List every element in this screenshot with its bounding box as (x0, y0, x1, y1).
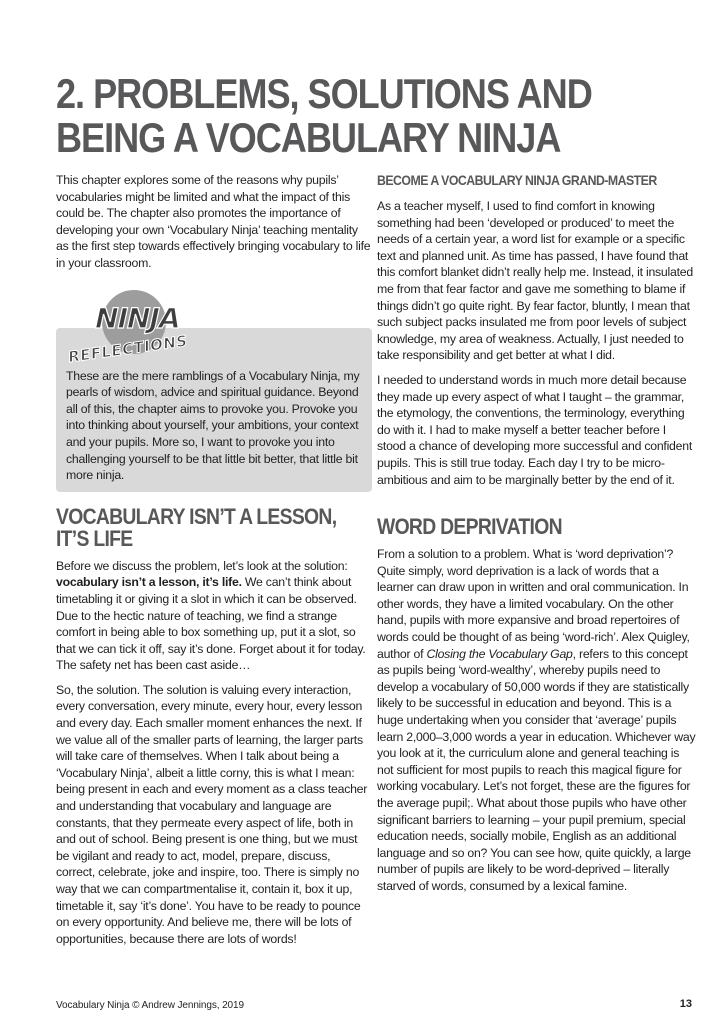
page-number: 13 (679, 998, 692, 1010)
copyright-footer: Vocabulary Ninja © Andrew Jennings, 2019 (56, 1000, 244, 1011)
left-column (56, 172, 372, 955)
paragraph: From a solution to a problem. What is ‘word deprivation’? Quite simply, word deprivation is a lack of words that a learner can draw upon in written and oral communication. In other words, they have a limited vocabulary. On the other hand, pupils with more expansive and broad repertoires of words could be thought of as being ‘word-rich’. Alex Quigley, author of Closing the Vocabulary Gap, refers to this concept as pupils being ‘word-wealthy’, whereby pupils need to develop a vocabulary of 50,000 words if they are statistically likely to be successful in education and beyond. This is a huge undertaking when you consider that ‘average’ pupils learn 2,000–3,000 words a year in education. Whichever way you look at it, the curriculum alone and general teaching is not sufficient for most pupils to reach this magical figure for working vocabulary. Let’s not forget, these are the figures for the average pupil;. What about those pupils who have other significant barriers to learning – your pupil premium, special education needs, socially mobile, English as an additional language and so on? You can see how, quite quickly, a large number of pupils are likely to be word-deprived – literally starved of words, consumed by a lexical famine. (377, 547, 696, 893)
paragraph: I needed to understand words in much more detail because they made up every aspect of what I taught – the grammar, the etymology, the conventions, the terminology, everything do with it. I had to make myself a better teacher before I stood a chance of developing more successful and confident pupils. This is still true today. Each day I try to be micro-ambitious and aim to be marginally better by the end of it. (377, 372, 692, 487)
reflections-text: These are the mere ramblings of a Vocabulary Ninja, my pearls of wisdom, advice and spiritual guidance. Beyond all of this, the chapter aims to provoke you. Provoke you into thinking about yourself, your ambitions, your context and your pupils. More so, I want to provoke you into challenging yourself to be that little bit better, that little bit more ninja. (66, 368, 360, 483)
intro-paragraph: This chapter explores some of the reasons why pupils’ vocabularies might be limited and what the impact of this could be. The chapter also promotes the importance of developing your own ‘Vocabulary Ninja’ teaching mentality as the first step towards effectively bringing vocabulary to life in your classroom. (56, 173, 371, 270)
right-column (377, 172, 697, 903)
section-heading-word-deprivation: WORD DEPRIVATION (377, 514, 562, 540)
paragraph: As a teacher myself, I used to find comfort in knowing something had been ‘developed or produced’ to meet the needs of a certain year, a word list for example or a specific text and planned unit. As time has passed, I have found that this comfort blanket didn’t really help me. Instead, it insulated me from that fear factor and gave me something to blame if things didn’t go quite right. By fear factor, bluntly, I mean that such subject packs insulated me from poor levels of subject knowledge, my area of weakness. Actually, I just needed to take responsibility and get better at what I did. (377, 199, 693, 363)
chapter-title (56, 70, 592, 162)
svg-text:NINJA: NINJA (91, 301, 183, 335)
section-heading: VOCABULARY ISN’T A LESSON, IT’S LIFE (56, 503, 337, 551)
ninja-reflections-box (56, 301, 372, 492)
section-vocabulary-isnt-a-lesson (56, 503, 372, 948)
chapter-title-line-2: BEING A VOCABULARY NINJA (56, 114, 561, 162)
chapter-title-line-1: 2. PROBLEMS, SOLUTIONS AND (56, 70, 592, 118)
paragraph: So, the solution. The solution is valuing every interaction, every conversation, every minute, every hour, every lesson and every day. Each smaller moment enhances the next. If we value all of the smaller parts of learning, the larger parts will take care of themselves. When I talk about being a ‘Vocabulary Ninja’, albeit a little corny, this is what I mean: being present in each and every moment as a class teacher and understanding that vocabulary and language are constants, that they permeate every aspect of life, both in and out of school. Being present is one thing, but we must be vigilant and ready to act, model, prepare, discuss, correct, celebrate, joke and inspire, too. There is simply no way that we can compartmentalise it, contain it, box it up, timetable it, say ‘it’s done’. You have to be ready to pounce on every opportunity. And believe me, there will be lots of opportunities, because there are lots of words! (56, 682, 368, 946)
section-heading-grand-master: BECOME A VOCABULARY NINJA GRAND-MASTER (377, 172, 657, 188)
ninja-reflections-logo-icon (62, 286, 222, 372)
svg-text:REFLECTIONS: REFLECTIONS (68, 331, 188, 366)
paragraph: Before we discuss the problem, let’s look at the solution: vocabulary isn’t a lesson, it’s life. We can’t think about timetabling it or giving it a slot in which it can be observed. Due to the hectic nature of teaching, we find a strange comfort in being able to box something up, put it a slot, so that we can tick it off, say it’s done. Forget about it for today. The safety net has been cast aside… (56, 558, 366, 673)
